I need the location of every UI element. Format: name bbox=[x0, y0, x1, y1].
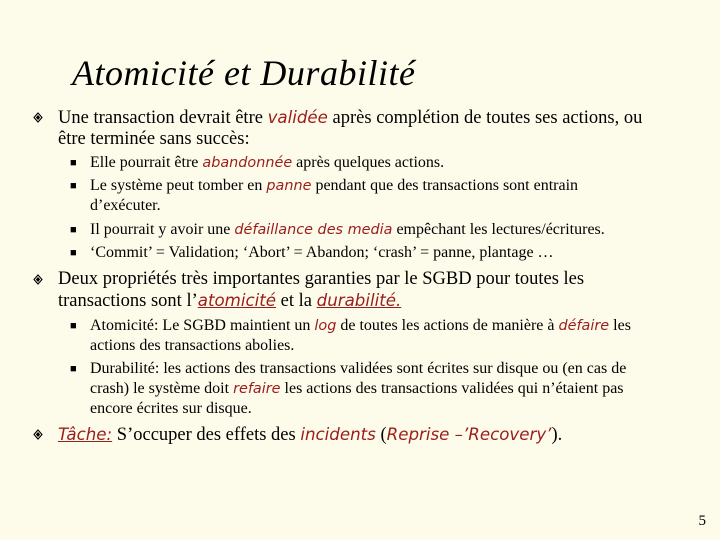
diamond-bullet-icon bbox=[31, 107, 45, 128]
bullet-3-reprise: Reprise –’Recovery’ bbox=[386, 425, 552, 444]
square-bullet-icon: ■ bbox=[70, 180, 77, 192]
square-bullet-icon: ■ bbox=[70, 363, 77, 375]
bullet-1-emphasis: validée bbox=[267, 108, 328, 127]
sub-bullet-2-1-defaire: défaire bbox=[558, 318, 610, 334]
bullet-1-text-pre: Une transaction devrait être bbox=[58, 108, 268, 128]
sub-bullet-1-1-emphasis: abandonnée bbox=[202, 155, 293, 171]
sub-bullet-1-2-post: pendant que des transactions sont entrain bbox=[311, 177, 579, 194]
sub-bullet-2-2-refaire: refaire bbox=[233, 381, 281, 397]
sub-bullet-1-2-pre: Le système peut tomber en bbox=[90, 177, 267, 194]
sub-bullet-2-1-mid: de toutes les actions de manière à bbox=[336, 317, 559, 334]
sub-bullet-2-1-line2: actions des transactions abolies. bbox=[90, 337, 295, 354]
bullet-1-line2: être terminée sans succès: bbox=[58, 129, 250, 149]
sub-bullet-2-1-log: log bbox=[314, 318, 337, 334]
bullet-3-post: ). bbox=[551, 425, 563, 445]
bullet-2 bbox=[58, 269, 698, 312]
bullet-2-line1: Deux propriétés très importantes garanties par le SGBD pour toutes les bbox=[58, 269, 585, 289]
sub-bullet-1-2-line2: d’exécuter. bbox=[90, 197, 161, 214]
bullet-3 bbox=[58, 424, 698, 446]
bullet-2-durabilite: durabilité. bbox=[316, 291, 402, 310]
sub-bullet-1-4 bbox=[70, 243, 700, 263]
sub-bullet-1-2 bbox=[70, 176, 700, 216]
sub-bullet-1-3-pre: Il pourrait y avoir une bbox=[90, 221, 235, 238]
sub-bullet-1-1-pre: Elle pourrait être bbox=[90, 154, 203, 171]
page-number: 5 bbox=[698, 513, 706, 529]
bullet-2-mid: et la bbox=[276, 291, 317, 311]
sub-bullet-2-1-post: les bbox=[609, 317, 631, 334]
sub-bullet-1-3 bbox=[70, 220, 700, 240]
square-bullet-icon: ■ bbox=[70, 157, 77, 169]
sub-bullet-2-1-pre: Atomicité: Le SGBD maintient un bbox=[90, 317, 315, 334]
sub-bullet-1-2-emphasis: panne bbox=[266, 178, 312, 194]
square-bullet-icon: ■ bbox=[70, 224, 77, 236]
bullet-3-incidents: incidents bbox=[300, 425, 376, 444]
diamond-bullet-icon bbox=[31, 424, 45, 445]
sub-bullet-1-1 bbox=[70, 153, 700, 173]
bullet-3-tache: Tâche: bbox=[58, 425, 113, 444]
bullet-1-text-post: après complétion de toutes ses actions, ou bbox=[327, 108, 643, 128]
bullet-3-mid: S’occuper des effets des bbox=[112, 425, 301, 445]
square-bullet-icon: ■ bbox=[70, 247, 77, 259]
sub-bullet-1-3-emphasis: défaillance des media bbox=[234, 222, 393, 238]
sub-bullet-2-2-pre: crash) le système doit bbox=[90, 380, 234, 397]
bullet-2-pre: transactions sont l’ bbox=[58, 291, 198, 311]
bullet-1 bbox=[58, 107, 698, 150]
sub-bullet-2-2-line3: encore écrites sur disque. bbox=[90, 400, 252, 417]
sub-bullet-1-1-post: après quelques actions. bbox=[292, 154, 445, 171]
diamond-bullet-icon bbox=[31, 269, 45, 290]
square-bullet-icon: ■ bbox=[70, 320, 77, 332]
sub-bullet-1-3-post: empêchant les lectures/écritures. bbox=[392, 221, 605, 238]
sub-bullet-2-2 bbox=[70, 359, 700, 419]
sub-bullet-2-2-post: les actions des transactions validées qui n’étaient pas bbox=[280, 380, 624, 397]
sub-bullet-2-1 bbox=[70, 316, 700, 356]
slide-title: Atomicité et Durabilité bbox=[72, 53, 416, 93]
bullet-3-mid2: ( bbox=[375, 425, 387, 445]
bullet-2-atomicite: atomicité bbox=[197, 291, 277, 310]
sub-bullet-2-2-line1: Durabilité: les actions des transactions validées sont écrites sur disque ou (en cas de bbox=[90, 360, 627, 377]
sub-bullet-1-4-text: ‘Commit’ = Validation; ‘Abort’ = Abandon; ‘crash’ = panne, plantage … bbox=[90, 244, 554, 261]
